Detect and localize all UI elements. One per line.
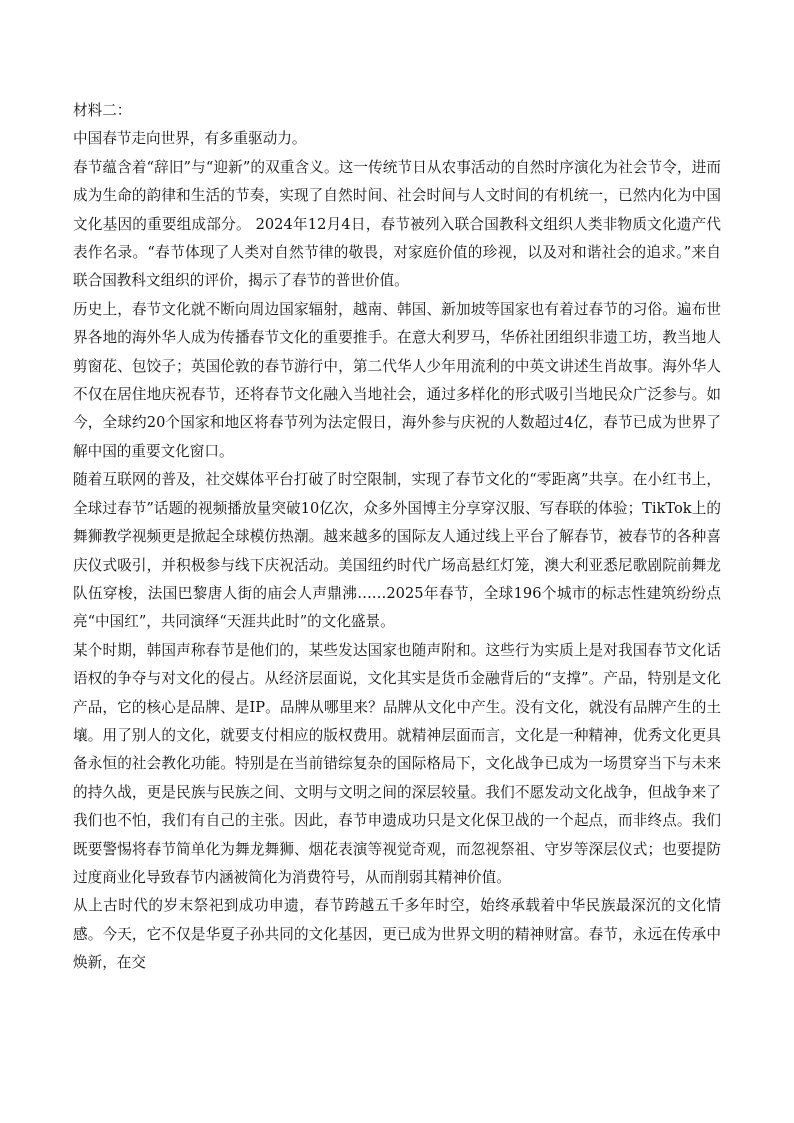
paragraph-2: 历史上，春节文化就不断向周边国家辐射，越南、韩国、新加坡等国家也有着过春节的习俗。遍布世界各地的海外华人成为传播春节文化的重要推手。在意大利罗马，华侨社团组织非遗工坊，教当地人剪窗花、包饺子；英国伦敦的春节游行中，第二代华人少年用流利的中英文讲述生肖故事。海外华人不仅在居住地庆祝春节，还将春节文化融入当地社会，通过多样化的形式吸引当地民众广泛参与。如今，全球约20个国家和地区将春节列为法定假日，海外参与庆祝的人数超过4亿，春节已成为世界了解中国的重要文化窗口。 bbox=[73, 300, 721, 460]
paragraph-4: 某个时期，韩国声称春节是他们的，某些发达国家也随声附和。这些行为实质上是对我国春节文化话语权的争夺与对文化的侵占。从经济层面说，文化其实是货币金融背后的“支撑”。产品，特别是文化产品，它的核心是品牌、是IP。品牌从哪里来？品牌从文化中产生。没有文化，就没有品牌产生的土壤。用了别人的文化，就要支付相应的版权费用。就精神层面而言，文化是一种精神，优秀文化更具备永恒的社会教化功能。特别是在当前错综复杂的国际格局下，文化战争已成为一场贯穿当下与未来的持久战，更是民族与民族之间、文明与文明之间的深层较量。我们不愿发动文化战争，但战争来了我们也不怕，我们有自己的主张。因此，春节申遗成功只是文化保卫战的一个起点，而非终点。我们既要警惕将春节简单化为舞龙舞狮、烟花表演等视觉奇观，而忽视祭祖、守岁等深层仪式；也要提防过度商业化导致春节内涵被简化为消费符号，从而削弱其精神价值。 bbox=[73, 641, 721, 886]
paragraph-3: 随着互联网的普及，社交媒体平台打破了时空限制，实现了春节文化的“零距离”共享。在小红书上，全球过春节”话题的视频播放量突破10亿次，众多外国博主分享穿汉服、写春联的体验；TikTok上的舞狮教学视频更是掀起全球模仿热潮。越来越多的国际友人通过线上平台了解春节，被春节的各种喜庆仪式吸引，并积极参与线下庆祝活动。美国纽约时代广场高悬红灯笼，澳大利亚悉尼歌剧院前舞龙队伍穿梭，法国巴黎唐人街的庙会人声鼎沸……2025年春节，全球196个城市的标志性建筑纷纷点亮“中国红”，共同演绎“天涯共此时”的文化盛景。 bbox=[73, 471, 721, 631]
section-subtitle: 中国春节走向世界，有多重驱动力。 bbox=[73, 130, 307, 148]
section-heading: 材料二： bbox=[73, 102, 132, 119]
paragraph-1: 春节蕴含着“辞旧”与“迎新”的双重含义。这一传统节日从农事活动的自然时序演化为社会节令，进而成为生命的韵律和生活的节奏，实现了自然时间、社会时间与人文时间的有机统一，已然内化为中国文化基因的重要组成部分。 2024年12月4日，春节被列入联合国教科文组织人类非物质文化遗产代表作名录。“春节体现了人类对自然节律的敬畏，对家庭价值的珍视，以及对和谐社会的追求。”来自联合国教科文组织的评价，揭示了春节的普世价值。 bbox=[73, 158, 721, 290]
document-body bbox=[73, 97, 721, 978]
paragraph-5: 从上古时代的岁末祭祀到成功申遗，春节跨越五千多年时空，始终承载着中华民族最深沉的文化情感。今天，它不仅是华夏子孙共同的文化基因，更已成为世界文明的精神财富。春节，永远在传承中焕新，在交 bbox=[73, 897, 721, 972]
